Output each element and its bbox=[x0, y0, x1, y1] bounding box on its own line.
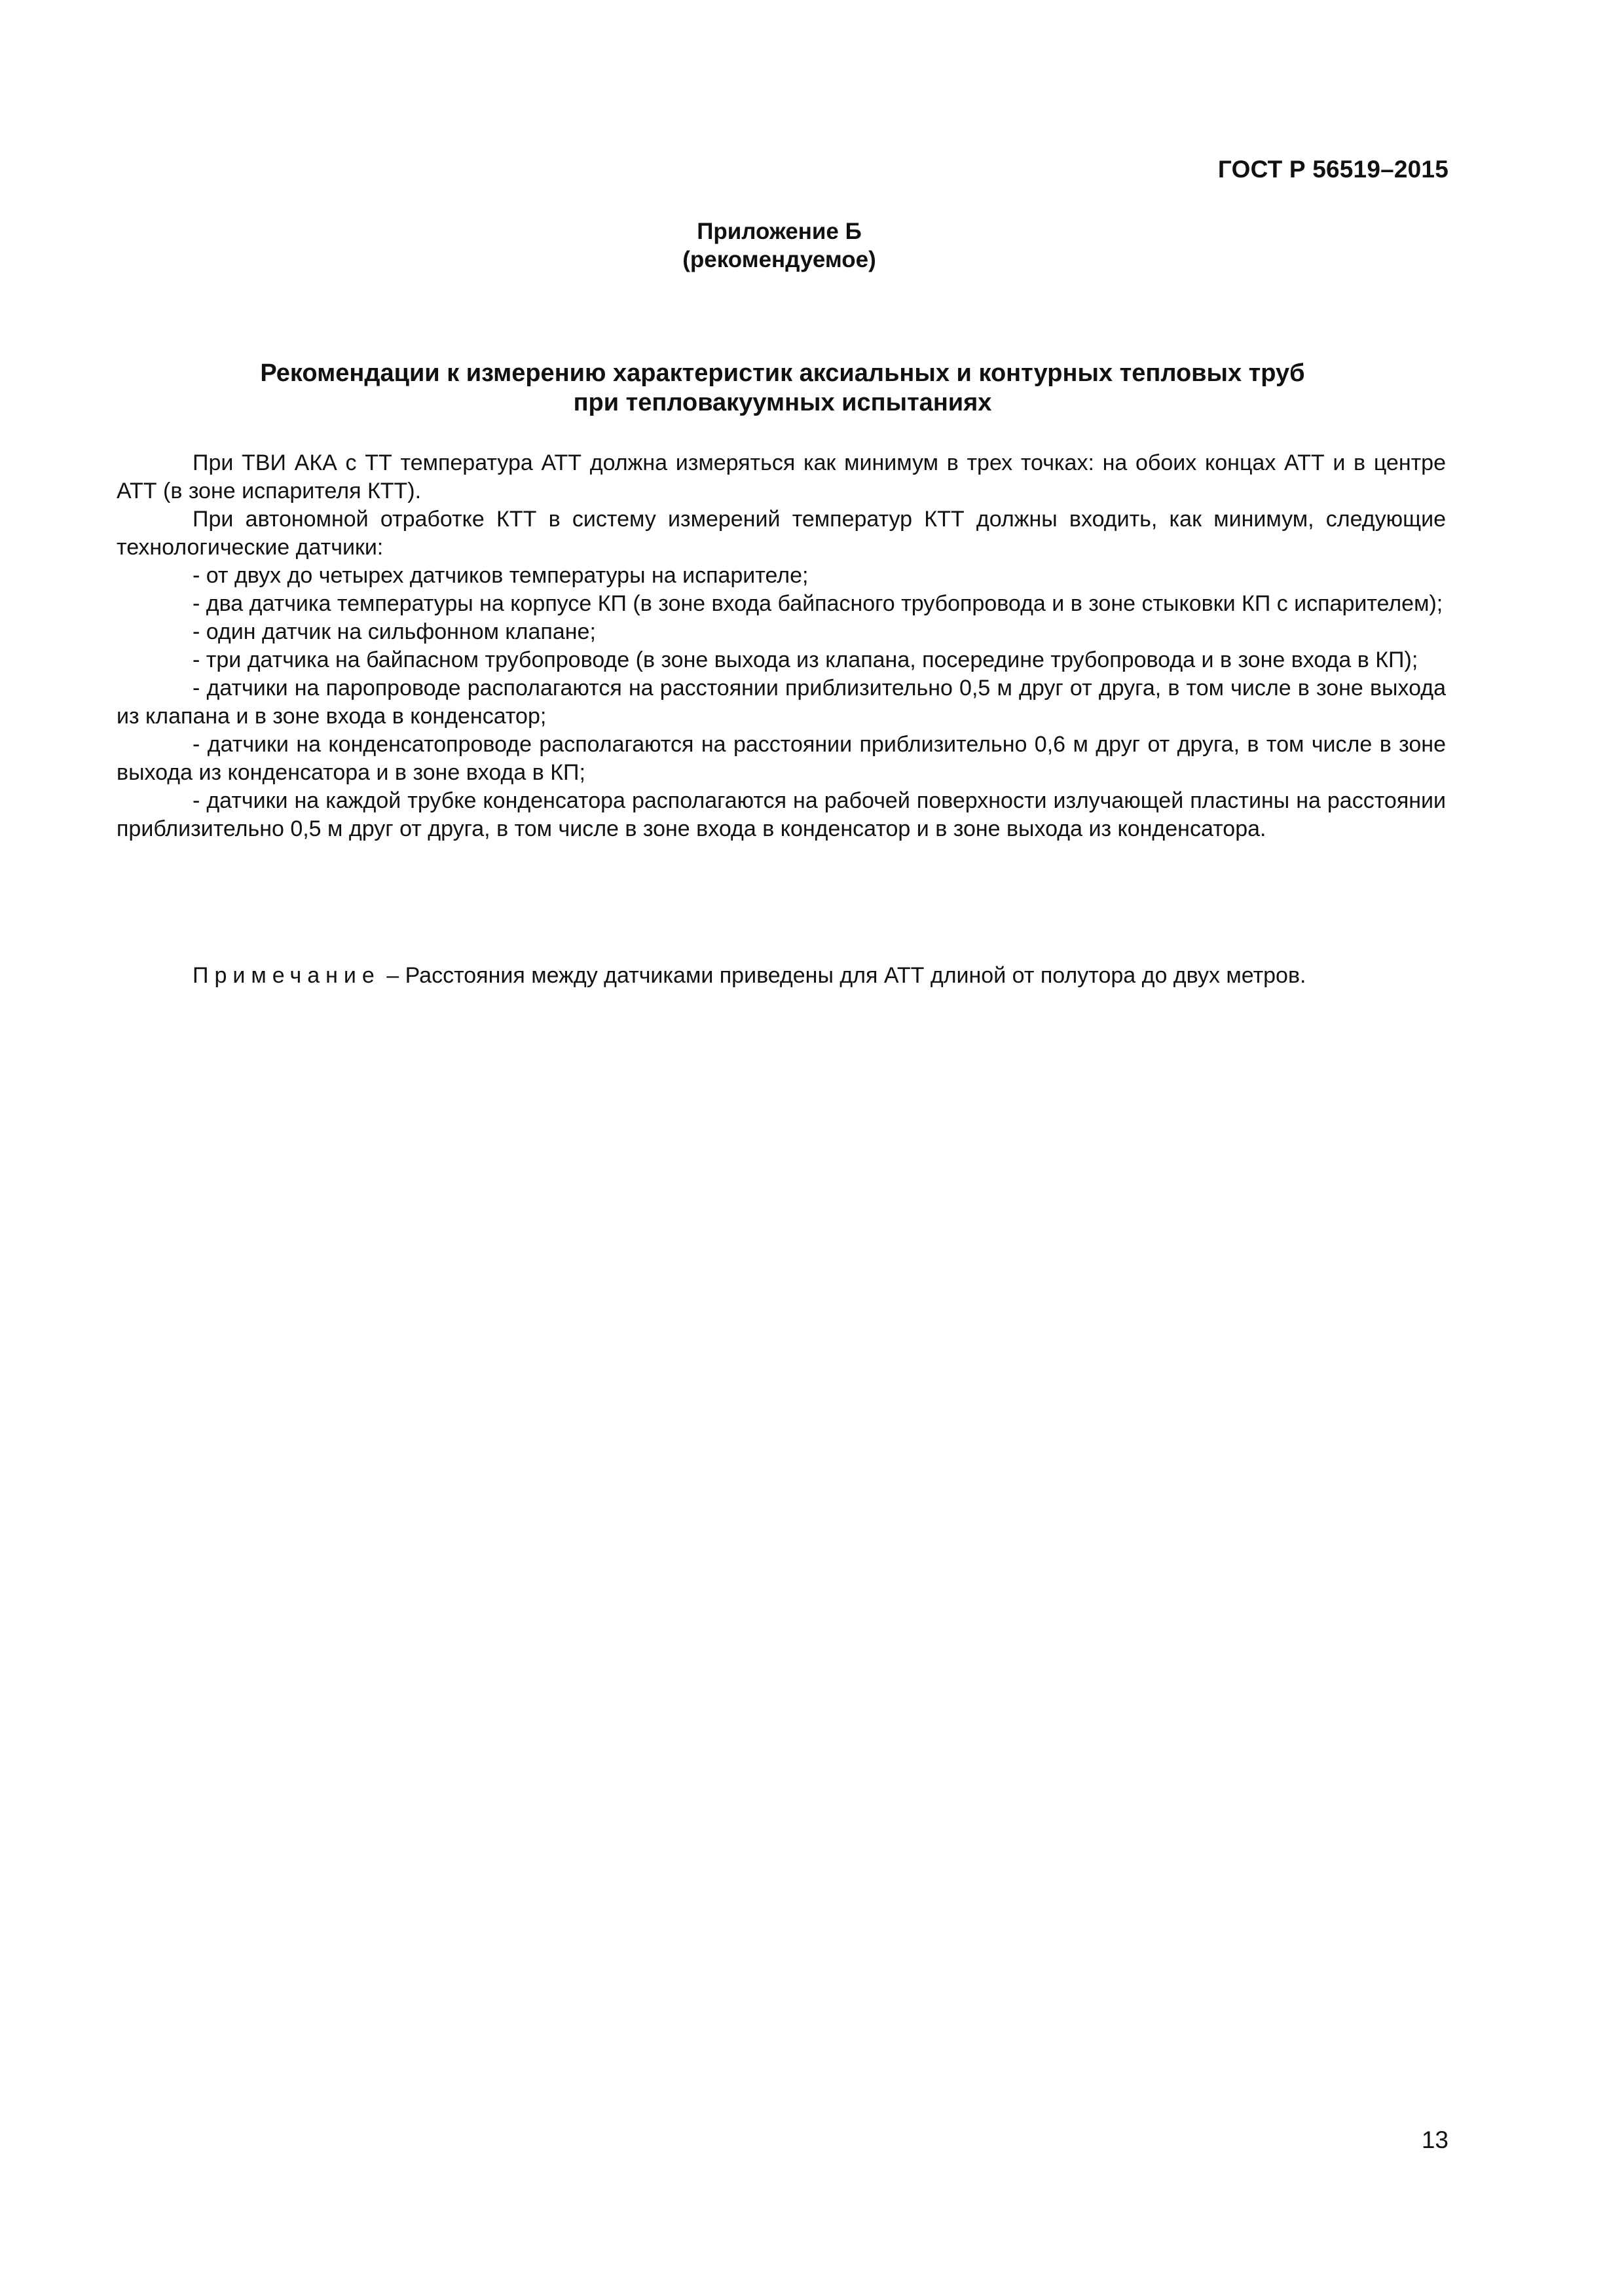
note-dash: – bbox=[380, 963, 405, 988]
list-item: - датчики на конденсатопроводе располагаются на расстоянии приблизительно 0,6 м друг от друга, в том числе в зоне выхода из конденсатора и в зоне входа в КП; bbox=[117, 732, 1446, 785]
page-number: 13 bbox=[1421, 2126, 1449, 2153]
list-item: - датчики на паропроводе располагаются на расстоянии приблизительно 0,5 м друг от друга, в том числе в зоне выхода из клапана и в зоне входа в конденсатор; bbox=[117, 676, 1446, 729]
paragraph: При автономной отработке КТТ в систему измерений температур КТТ должны входить, как минимум, следующие технологические датчики: bbox=[117, 507, 1446, 560]
document-code: ГОСТ Р 56519–2015 bbox=[1217, 156, 1449, 183]
note-text: Расстояния между датчиками приведены для АТТ длиной от полутора до двух метров. bbox=[405, 963, 1306, 988]
appendix-label: Приложение Б bbox=[697, 219, 862, 244]
paragraph: При ТВИ АКА с ТТ температура АТТ должна измеряться как минимум в трех точках: на обоих концах АТТ и в центре АТТ (в зоне испарителя КТТ). bbox=[117, 450, 1446, 503]
list-item: - от двух до четырех датчиков температуры на испарителе; bbox=[193, 563, 809, 588]
appendix-status: (рекомендуемое) bbox=[682, 247, 876, 272]
list-item: - датчики на каждой трубке конденсатора располагаются на рабочей поверхности излучающей пластины на расстоянии приблизительно 0,5 м друг от друга, в том числе в зоне входа в конденсатор и в зоне выхода из конденсатора. bbox=[117, 788, 1446, 841]
appendix-heading bbox=[0, 217, 1559, 274]
list-item: - три датчика на байпасном трубопроводе (в зоне выхода из клапана, посередине трубопровода и в зоне входа в КП); bbox=[193, 647, 1418, 672]
section-title-line-2: при тепловакуумных испытаниях bbox=[573, 389, 992, 416]
list-item: - два датчика температуры на корпусе КП (в зоне входа байпасного трубопровода и в зоне стыковки КП с испарителем); bbox=[193, 591, 1443, 616]
body-text bbox=[117, 449, 1446, 843]
note-label: Примечание bbox=[193, 963, 380, 988]
note bbox=[117, 962, 1446, 990]
section-title bbox=[118, 359, 1447, 418]
list-item: - один датчик на сильфонном клапане; bbox=[193, 619, 596, 644]
section-title-line-1: Рекомендации к измерению характеристик аксиальных и контурных тепловых труб bbox=[260, 359, 1305, 387]
